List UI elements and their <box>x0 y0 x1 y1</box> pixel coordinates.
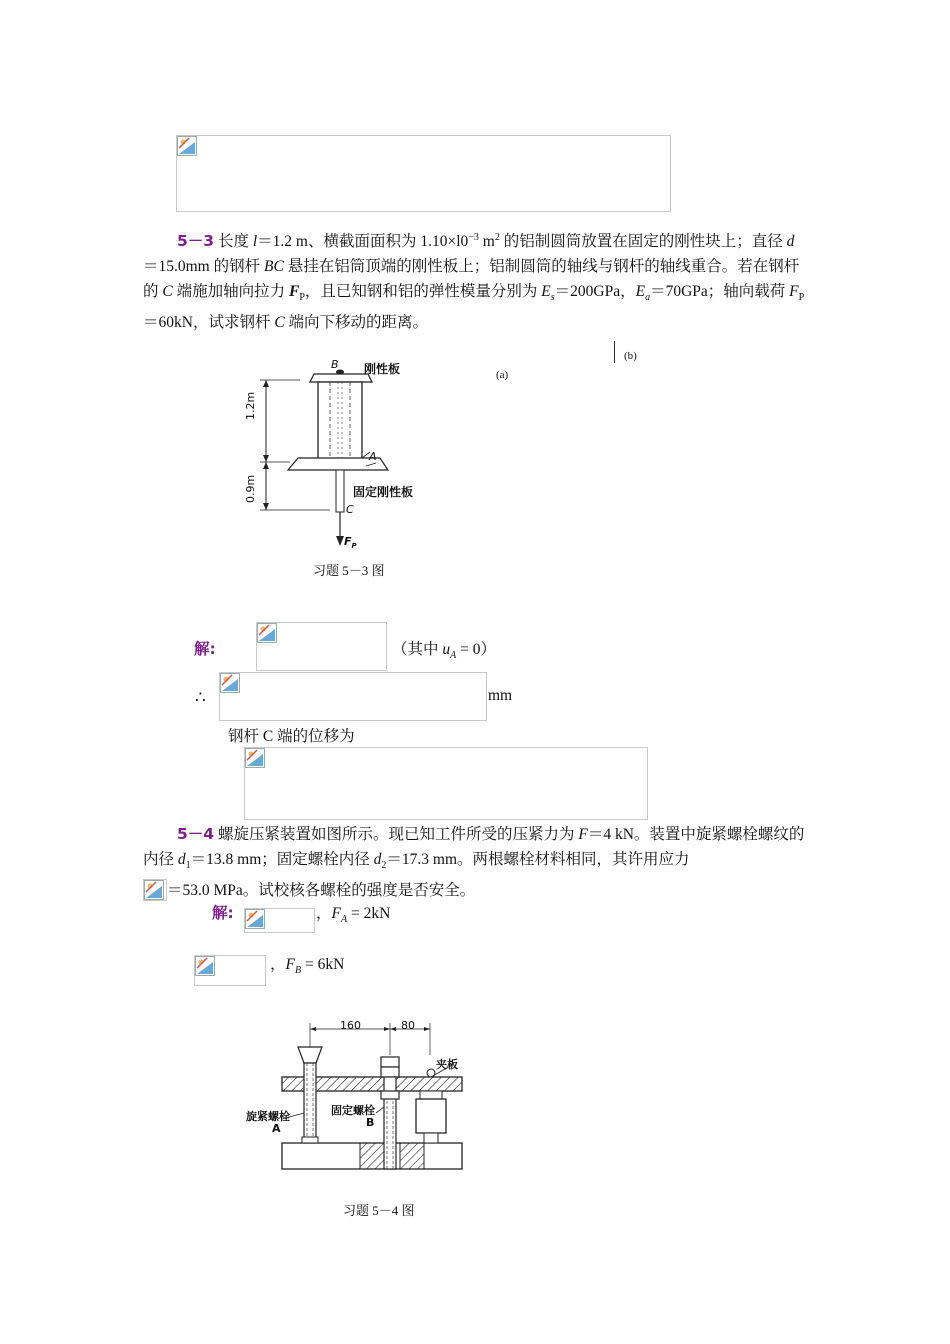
problem-number: 5－3 <box>177 232 215 251</box>
problem-5-3-text: 5－3 长度 l＝1.2 m、横截面面积为 $1.10\times l0^{-3}$ $m^2$ 的铝制圆筒放置在固定的刚性块上；直径 d＝15.0mm 的钢杆 BC 悬挂在铝筒顶端的刚性板上；铝制圆筒的轴线与钢杆的轴线重合。若在钢杆的 C 端施加轴向拉力 $F_P$，且已知钢和铝的弹性模量分别为 $E_s=200GPa$，$E_a=70GPa$；轴向载荷 $F_P=60kN$，试求钢杆 C 端向下移动的距离。 <box>143 232 805 332</box>
broken-image-icon <box>257 623 277 643</box>
broken-image-icon <box>245 909 265 929</box>
fig54-label-clamp: 夹板 <box>436 1058 458 1071</box>
fig54-label-b: B <box>366 1116 375 1129</box>
broken-image-icon <box>220 673 240 693</box>
figure-5-4-diagram <box>240 1015 470 1175</box>
missing-image-eq3 <box>244 747 648 820</box>
fig53-label-c: C <box>346 503 354 516</box>
missing-image-eq2 <box>219 672 487 721</box>
broken-image-icon <box>144 880 164 900</box>
solution-note: （其中 $u_A = 0$） <box>392 641 496 662</box>
force-fb: ，$F_B = 6kN$ <box>270 956 345 977</box>
figure-5-3-diagram <box>240 350 430 555</box>
problem-5-4-text: 5－4 螺旋压紧装置如图所示。现已知工件所受的压紧力为 F＝4 kN。装置中旋紧螺栓螺纹的内径 $d_1=13.8$ mm；固定螺栓内径 $d_2=17.3$ mm。两根螺栓材料相同，其许用应力 ＝53.0 MPa。试校核各螺栓的强度是否安全。 <box>143 825 805 900</box>
fig53-mark-a: (a) <box>496 369 509 381</box>
fig54-dim-160: 160 <box>340 1019 361 1032</box>
problem-number: 5－4 <box>177 825 215 843</box>
force-fa: ，$F_A = 2kN$ <box>316 905 391 926</box>
fig53-dim-bottom: 0.9m <box>244 474 257 503</box>
fig53-label-rigid-plate: 刚性板 <box>364 362 401 376</box>
solution-line3: 钢杆 C 端的位移为 <box>228 728 355 745</box>
missing-image-fb <box>194 955 266 986</box>
solution-label: 解: <box>194 640 216 658</box>
figure-5-4-caption: 习题 5－4 图 <box>343 1203 415 1218</box>
broken-image-icon <box>195 956 215 976</box>
fig53-label-b: B <box>331 358 339 371</box>
missing-image-fa <box>244 908 315 933</box>
fig53-mark-b: (b) <box>624 350 637 362</box>
missing-image-sigma <box>143 879 167 901</box>
missing-image-eq1 <box>256 622 387 671</box>
therefore-symbol: ∴ <box>195 688 206 707</box>
unit-mm: mm <box>488 687 513 704</box>
fig54-label-fixed-bolt: 固定螺栓 <box>331 1104 375 1117</box>
fig53-vertical-bar <box>614 341 615 363</box>
fig53-label-fp: $F_P$ <box>344 535 357 551</box>
missing-image-top <box>176 135 671 212</box>
fig53-label-a: A <box>369 450 377 463</box>
broken-image-icon <box>177 136 197 156</box>
fig54-label-tight-bolt: 旋紧螺栓 <box>246 1110 290 1123</box>
fig54-label-a: A <box>272 1122 281 1135</box>
figure-5-3-caption: 习题 5－3 图 <box>313 563 385 578</box>
fig53-label-fixed-plate: 固定刚性板 <box>353 485 414 499</box>
solution-label: 解: <box>212 904 234 922</box>
fig53-dim-top: 1.2m <box>244 391 257 420</box>
fig54-dim-80: 80 <box>401 1019 415 1032</box>
broken-image-icon <box>245 748 265 768</box>
